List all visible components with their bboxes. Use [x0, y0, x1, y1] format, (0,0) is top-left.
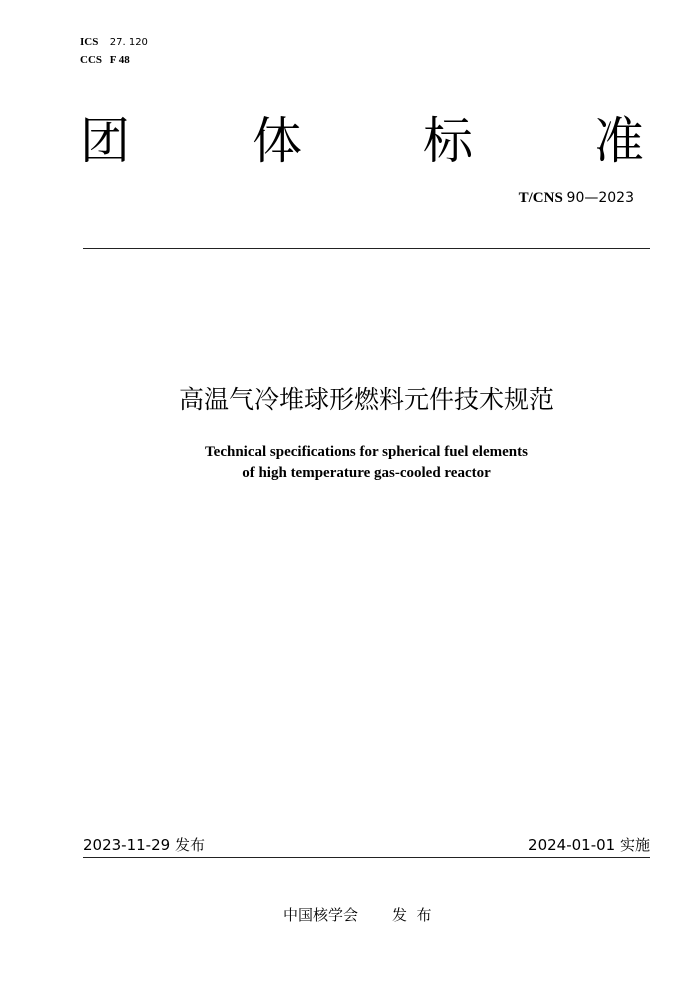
standard-type-char: 准 — [594, 112, 644, 170]
standard-type-heading — [80, 112, 650, 172]
issue-date: 2023-11-29 发布 — [83, 836, 205, 854]
standard-year: 90—2023 — [566, 190, 634, 206]
document-title-chinese: 高温气冷堆球形燃料元件技术规范 — [178, 385, 554, 414]
standard-code: T/CNS — [518, 190, 563, 206]
footer-divider — [83, 857, 650, 858]
standard-type-char: 体 — [252, 112, 302, 170]
issuer-line — [283, 905, 432, 925]
issuer-action: 发 布 — [392, 906, 432, 924]
standard-type-char: 标 — [423, 112, 473, 170]
implementation-date: 2024-01-01 实施 — [528, 836, 650, 854]
document-title-english-line1: Technical specifications for spherical fuel elements — [205, 444, 528, 460]
issuer-name: 中国核学会 — [283, 906, 359, 924]
ccs-label: CCS — [80, 54, 103, 66]
header-divider — [83, 248, 650, 249]
standard-type-char: 团 — [80, 112, 130, 170]
ccs-line — [80, 54, 130, 67]
ccs-value: F 48 — [109, 54, 130, 66]
standard-number — [519, 190, 634, 207]
ics-label: ICS — [80, 36, 99, 48]
ics-value: 27. 120 — [109, 37, 148, 48]
document-title-english-line2: of high temperature gas-cooled reactor — [242, 465, 491, 481]
ics-line — [80, 36, 148, 49]
